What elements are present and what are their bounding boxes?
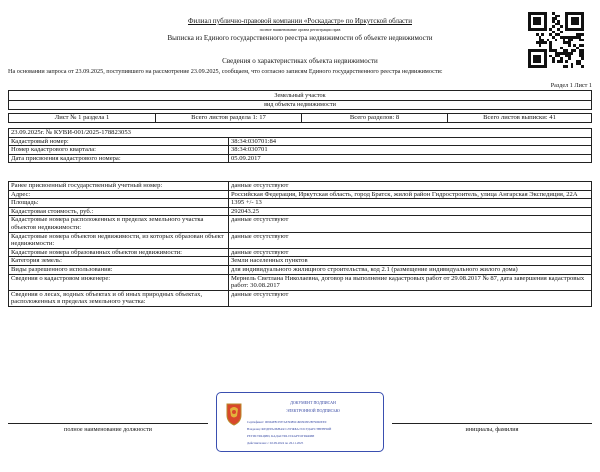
row-label: Кадастровые номера объектов недвижимости, из которых образован объект недвижимости: (9, 233, 229, 248)
table-row (9, 274, 591, 290)
electronic-signature-stamp (216, 392, 384, 452)
position-caption: полное наименование должности (64, 426, 152, 433)
table-row (9, 215, 591, 231)
stamp-owner-cont: РЕГИСТРАЦИИ, КАДАСТРА И КАРТОГРАФИИ (247, 434, 315, 438)
request-line: На основании запроса от 23.09.2025, поступившего на рассмотрение 23.09.2025, сообщаем, что согласно записям Единого государственного реестра недвижимости: (8, 68, 443, 75)
table-row (9, 198, 591, 207)
sheet-number: Лист № 1 раздела 1 (54, 114, 110, 121)
total-sheets-extract: Всего листов выписки: 41 (483, 114, 556, 121)
table-row (9, 190, 591, 199)
table-row (9, 207, 591, 216)
row-value: данные отсутствуют (231, 216, 289, 224)
area-value: 1395 +/- 13 (231, 199, 262, 207)
table-row (9, 265, 591, 274)
row-label: Сведения о лесах, водных объектах и об иных природных объектах, расположенных в пределах земельного участка: (9, 291, 229, 306)
table-row (9, 182, 591, 190)
table-row (9, 137, 591, 146)
land-category: Земли населенных пунктов (231, 257, 308, 265)
name-caption: инициалы, фамилия (465, 426, 519, 433)
row-label: Дата присвоения кадастрового номера: (9, 155, 229, 163)
row-label: Ранее присвоенный государственный учетный номер: (9, 182, 229, 190)
address-value: Российская Федерация, Иркутская область, город Братск, жилой район Гидростроитель, улица Ангарская Экспедиция, 22А (231, 190, 578, 198)
document-title: Выписка из Единого государственного реестра недвижимости об объекте недвижимости (167, 34, 433, 42)
section-label: Раздел 1 Лист 1 (550, 82, 592, 89)
stamp-line2: ЭЛЕКТРОННОЙ ПОДПИСЬЮ (286, 408, 340, 413)
engineer-info: Мернель Светлана Николаевна, договор на выполнение кадастровых работ от 29.08.2017 № 87, дата завершения кадастровых работ: 30.08.2017 (231, 274, 585, 290)
object-type: Земельный участок (274, 92, 326, 99)
object-type-block (8, 90, 592, 110)
row-label: Категория земель: (9, 257, 229, 265)
signature-right-line (392, 423, 592, 424)
row-label: Площадь: (9, 199, 229, 207)
stamp-certificate: Сертификат: 00964F8CE87AE5D89C4993D3E2B79060EE0 (247, 420, 327, 424)
assignment-date: 05.09.2017 (231, 154, 261, 162)
table-row (9, 154, 591, 163)
qr-code (528, 12, 584, 68)
object-type-caption: вид объекта недвижимости (264, 101, 336, 108)
row-label: Кадастровая стоимость, руб.: (9, 208, 229, 216)
row-label: Виды разрешенного использования: (9, 266, 229, 274)
row-value: данные отсутствуют (231, 182, 289, 189)
cadastral-value: 292043.25 (231, 207, 260, 215)
table-row (9, 256, 591, 265)
row-label: Адрес: (9, 191, 229, 199)
org-name: Филиал публично-правовой компании «Роскадастр» по Иркутской области (188, 17, 412, 25)
row-label: Сведения о кадастровом инженере: (9, 275, 229, 290)
table-row (9, 290, 591, 306)
details-table (8, 181, 592, 307)
extract-id: 23.09.2025г. № КУВИ-001/2025-178823053 (11, 129, 131, 136)
row-label: Кадастровый номер: (9, 138, 229, 146)
row-label: Номер кадастрового квартала: (9, 146, 229, 154)
row-value: данные отсутствуют (231, 232, 289, 240)
org-caption: полное наименование органа регистрации прав (259, 27, 341, 32)
stamp-owner: Владелец: ФЕДЕРАЛЬНАЯ СЛУЖБА ГОСУДАРСТВЕННОЙ (247, 427, 332, 431)
identification-table (8, 128, 592, 163)
table-row (9, 248, 591, 257)
row-label: Кадастровые номера расположенных в пределах земельного участка объектов недвижимости: (9, 216, 229, 231)
signature-left-line (8, 423, 208, 424)
table-row (9, 145, 591, 154)
row-label: Кадастровые номера образованных объектов недвижимости: (9, 249, 229, 257)
coat-of-arms-icon (224, 401, 244, 427)
cadastral-number: 38:34:030701:84 (231, 137, 277, 145)
total-sections: Всего разделов: 8 (349, 114, 400, 121)
section-title: Сведения о характеристиках объекта недвижимости (222, 57, 378, 65)
permitted-use: для индивидуального жилищного строительства, код 2.1 (размещение индивидуального жилого дома) (231, 265, 518, 273)
stamp-line1: ДОКУМЕНТ ПОДПИСАН (290, 400, 336, 405)
row-value: данные отсутствуют (231, 248, 289, 256)
cadastral-quarter: 38:34:030701 (231, 146, 268, 154)
table-row (9, 232, 591, 248)
row-value: данные отсутствуют (231, 290, 289, 298)
sheets-row (8, 113, 592, 123)
total-sheets-section: Всего листов раздела 1: 17 (191, 114, 266, 121)
stamp-validity: Действителен: с 02.09.2024 по 26.11.2025 (247, 441, 304, 445)
